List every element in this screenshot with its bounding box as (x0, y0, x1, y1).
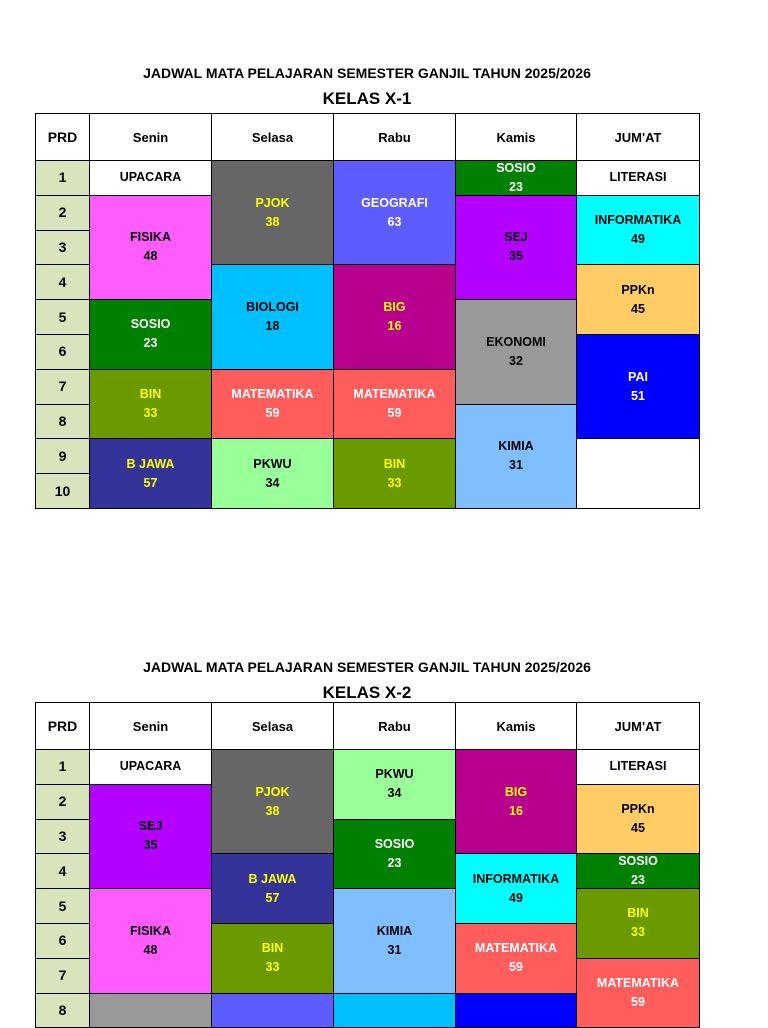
header-day (89, 702, 212, 750)
subject-cell (89, 749, 212, 785)
period-cell (35, 334, 90, 370)
header-label: PRD (47, 717, 78, 734)
teacher-code: 32 (509, 353, 523, 368)
teacher-code: 45 (631, 301, 645, 316)
subject-name: MATEMATIKA (596, 976, 680, 991)
subject-name: GEOGRAFI (361, 195, 428, 210)
class-title: KELAS X-1 (322, 89, 412, 108)
teacher-code: 23 (143, 336, 158, 351)
subject-name: FISIKA (130, 923, 171, 938)
teacher-code: 59 (265, 406, 280, 421)
period-number: 1 (58, 169, 67, 186)
period-cell (35, 888, 90, 924)
subject-cell (576, 264, 700, 335)
header-label: Rabu (378, 129, 411, 145)
subject-cell (89, 784, 212, 889)
subject-cell (576, 195, 700, 266)
subject-name: INFORMATIKA (472, 871, 560, 886)
subject-name: SEJ (138, 819, 163, 834)
header-prd (35, 113, 90, 161)
header-day (455, 113, 577, 161)
period-cell (35, 923, 90, 959)
subject-name: MATEMATIKA (353, 387, 436, 402)
subject-cell (576, 334, 700, 439)
subject-cell (89, 160, 212, 196)
subject-name: B JAWA (248, 871, 297, 886)
subject-cell (89, 195, 212, 300)
subject-cell (333, 749, 456, 820)
subject-cell (333, 819, 456, 890)
teacher-code: 31 (509, 458, 523, 473)
subject-name: PAI (628, 369, 648, 384)
teacher-code: 35 (509, 249, 523, 264)
subject-cell (455, 299, 577, 404)
period-number: 2 (58, 204, 67, 221)
teacher-code: 35 (143, 838, 158, 853)
teacher-code: 48 (143, 249, 158, 264)
period-number: 2 (58, 793, 67, 810)
period-number: 10 (54, 482, 71, 499)
subject-cell (211, 749, 334, 854)
header-prd (35, 702, 90, 750)
period-number: 8 (58, 412, 67, 429)
subject-cell (455, 404, 577, 509)
teacher-code: 57 (265, 890, 280, 905)
teacher-code: 31 (387, 942, 402, 957)
subject-name: KIMIA (498, 439, 534, 454)
subject-name: UPACARA (119, 170, 182, 185)
header-day (455, 702, 577, 750)
header-label: Selasa (251, 718, 294, 734)
teacher-code: 63 (387, 214, 402, 229)
subject-cell (211, 369, 334, 440)
subject-name: SOSIO (618, 854, 658, 869)
header-label: Rabu (378, 718, 411, 734)
subject-name: KIMIA (376, 923, 413, 938)
teacher-code: 16 (387, 319, 402, 334)
header-day (89, 113, 212, 161)
subject-name: BIN (139, 387, 162, 402)
subject-cell (455, 195, 577, 300)
teacher-code: 51 (631, 388, 645, 403)
period-cell (35, 160, 90, 196)
schedule-title: JADWAL MATA PELAJARAN SEMESTER GANJIL TAHUN 2025/2026 (143, 659, 591, 675)
subject-cell (211, 993, 334, 1028)
subject-cell (333, 438, 456, 509)
subject-name: FISIKA (130, 230, 171, 245)
period-number: 9 (58, 447, 67, 464)
subject-cell (333, 369, 456, 440)
teacher-code: 33 (143, 406, 158, 421)
subject-name: EKONOMI (486, 334, 546, 349)
subject-name: PJOK (255, 195, 290, 210)
subject-cell (576, 749, 700, 785)
teacher-code: 23 (631, 873, 645, 888)
subject-name: MATEMATIKA (474, 941, 558, 956)
teacher-code: 18 (265, 319, 280, 334)
teacher-code: 33 (387, 475, 402, 490)
subject-name: BIG (383, 300, 406, 315)
subject-cell (455, 160, 577, 196)
subject-name: BIN (261, 941, 284, 956)
teacher-code: 49 (631, 232, 645, 247)
teacher-code: 49 (509, 890, 523, 905)
header-day (211, 702, 334, 750)
teacher-code: 59 (631, 995, 645, 1010)
subject-cell (211, 853, 334, 924)
header-day (333, 702, 456, 750)
period-cell (35, 230, 90, 266)
subject-name: SOSIO (496, 160, 536, 175)
period-cell (35, 749, 90, 785)
subject-name: PPKn (621, 282, 655, 297)
period-number: 6 (58, 932, 67, 949)
subject-name: PPKn (621, 802, 655, 817)
teacher-code: 59 (387, 406, 402, 421)
period-cell (35, 473, 90, 509)
teacher-code: 38 (265, 214, 280, 229)
class-title: KELAS X-2 (322, 683, 412, 702)
subject-cell (211, 438, 334, 509)
header-day (211, 113, 334, 161)
header-label: JUM'AT (614, 718, 662, 734)
header-label: Kamis (496, 129, 536, 145)
period-number: 4 (58, 862, 67, 879)
subject-cell (576, 958, 700, 1028)
subject-name: BIN (627, 906, 649, 921)
teacher-code: 45 (631, 821, 645, 836)
period-cell (35, 404, 90, 440)
header-label: Senin (132, 129, 169, 145)
subject-name: LITERASI (609, 170, 667, 185)
header-day (576, 702, 700, 750)
period-number: 5 (58, 308, 67, 325)
teacher-code: 57 (143, 475, 158, 490)
period-cell (35, 784, 90, 820)
subject-cell (89, 299, 212, 370)
subject-cell (211, 264, 334, 369)
subject-cell (333, 888, 456, 993)
teacher-code: 48 (143, 942, 158, 957)
subject-name: BIG (504, 784, 528, 799)
subject-cell (455, 853, 577, 924)
period-number: 7 (58, 378, 67, 395)
period-number: 3 (58, 238, 67, 255)
period-cell (35, 819, 90, 855)
header-label: PRD (47, 128, 78, 145)
subject-name: LITERASI (609, 759, 667, 774)
subject-name: SOSIO (374, 836, 415, 851)
subject-name: SOSIO (130, 317, 171, 332)
subject-cell (211, 923, 334, 994)
period-cell (35, 264, 90, 300)
subject-cell (333, 264, 456, 369)
header-label: JUM'AT (614, 129, 662, 145)
period-number: 1 (58, 758, 67, 775)
subject-cell (455, 749, 577, 854)
subject-cell (576, 160, 700, 196)
subject-cell (89, 888, 212, 993)
subject-cell (576, 438, 700, 509)
subject-name: INFORMATIKA (594, 213, 682, 228)
subject-name: SEJ (504, 230, 528, 245)
teacher-code: 33 (631, 925, 645, 940)
header-day (333, 113, 456, 161)
teacher-code: 38 (265, 803, 280, 818)
schedule-title: JADWAL MATA PELAJARAN SEMESTER GANJIL TAHUN 2025/2026 (143, 65, 591, 81)
period-number: 3 (58, 827, 67, 844)
subject-cell (89, 993, 212, 1028)
period-number: 6 (58, 343, 67, 360)
subject-cell (333, 993, 456, 1028)
period-number: 8 (58, 1001, 67, 1018)
header-label: Senin (132, 718, 169, 734)
teacher-code: 59 (509, 960, 523, 975)
subject-cell (211, 160, 334, 265)
subject-name: BIOLOGI (246, 300, 299, 315)
teacher-code: 16 (509, 803, 523, 818)
subject-cell (455, 993, 577, 1028)
period-cell (35, 369, 90, 405)
subject-cell (576, 853, 700, 889)
subject-name: PJOK (255, 784, 290, 799)
subject-name: BIN (383, 456, 406, 471)
subject-name: PKWU (375, 767, 414, 782)
period-number: 5 (58, 897, 67, 914)
period-cell (35, 438, 90, 474)
header-label: Selasa (251, 129, 294, 145)
subject-cell (89, 369, 212, 440)
teacher-code: 33 (265, 960, 280, 975)
subject-cell (576, 888, 700, 959)
subject-name: PKWU (253, 456, 292, 471)
subject-name: MATEMATIKA (231, 387, 314, 402)
subject-cell (576, 784, 700, 855)
period-number: 7 (58, 967, 67, 984)
period-number: 4 (58, 273, 67, 290)
header-label: Kamis (496, 718, 536, 734)
teacher-code: 23 (509, 179, 523, 194)
teacher-code: 34 (387, 786, 402, 801)
period-cell (35, 993, 90, 1028)
period-cell (35, 958, 90, 994)
subject-cell (455, 923, 577, 994)
period-cell (35, 853, 90, 889)
subject-name: B JAWA (126, 456, 175, 471)
subject-name: UPACARA (119, 759, 182, 774)
period-cell (35, 195, 90, 231)
teacher-code: 34 (265, 475, 280, 490)
subject-cell (333, 160, 456, 265)
subject-cell (89, 438, 212, 509)
header-day (576, 113, 700, 161)
period-cell (35, 299, 90, 335)
teacher-code: 23 (387, 855, 402, 870)
